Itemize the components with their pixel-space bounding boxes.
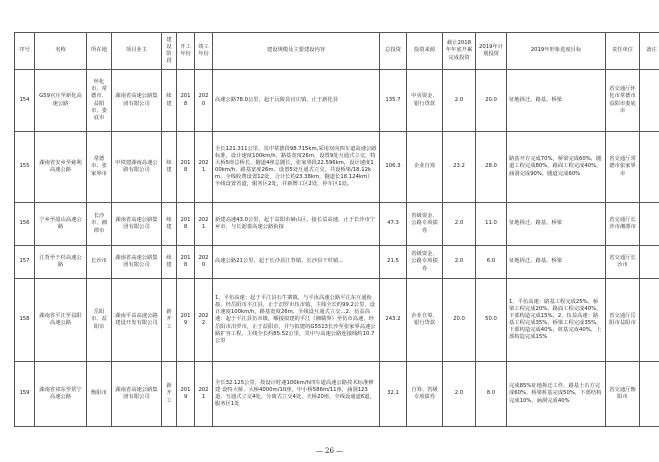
cell-responsible: 省交通厅长沙市湘潭市: [606, 203, 640, 246]
table-row: [15, 70, 659, 132]
cell-name: 宁乡至韶山高速公路: [35, 203, 87, 246]
cell-target-2019: 1、平伍高速：路基工程完成25%，桥梁工程完成20%，路面工程完成40%，下部构造完成15%。2、伍益高速：路基工程完成35%，桥梁工程完成35%，下部构造完成40%，桩基完成40%，上部构造完成15%: [507, 279, 606, 362]
cell-seq: 158: [15, 279, 35, 362]
table-row: [15, 246, 659, 279]
cell-stage: 续建: [162, 246, 177, 279]
cell-name: G59官庄至新化高速公路: [35, 70, 87, 132]
cell-source: 省级资金、公路专项债券: [407, 246, 443, 279]
header-done-2018: 截止2018年年底开累完成投资: [443, 33, 476, 70]
cell-target-2019: 路基开方完成70%，桥梁完成60%，隧道工程完成80%，路面工程完成40%，涵洞完成90%，隧道完成60%: [507, 132, 606, 203]
cell-stage: 续建: [162, 132, 177, 203]
header-end-year: 竣工年份: [195, 33, 213, 70]
cell-responsible: 省交通厅岳阳市益阳市: [606, 279, 640, 362]
cell-target-2019: 征地拆迁、路基、桥梁: [507, 203, 606, 246]
header-note: 备注: [640, 33, 659, 70]
header-target-2019: 2019年形象进度目标: [507, 33, 606, 70]
cell-plan-2019: 28.0: [476, 132, 507, 203]
cell-stage: 续建: [162, 70, 177, 132]
cell-source: 自筹、省级专项债券: [407, 362, 443, 427]
cell-responsible: 省交通厅衡阳市: [606, 362, 640, 427]
cell-total: 243.2: [380, 279, 407, 362]
cell-end: 2021: [195, 203, 213, 246]
header-stage: 建设阶段: [162, 33, 177, 70]
cell-responsible: 省交通厅长沙市: [606, 246, 640, 279]
cell-responsible: 省交通厅怀化市常德市益阳市娄底市: [606, 70, 640, 132]
table-row: [15, 132, 659, 203]
cell-total: 135.7: [380, 70, 407, 132]
cell-owner: 湖南平益高速公路建设开发有限公司: [112, 279, 162, 362]
cell-total: 47.3: [380, 203, 407, 246]
header-location: 所在地: [87, 33, 112, 70]
cell-start: 2018: [177, 203, 195, 246]
cell-name: 江背至干杉高速公路: [35, 246, 87, 279]
cell-owner: 湖南省高速公路集团有限公司: [112, 246, 162, 279]
header-total-investment: 总投资: [380, 33, 407, 70]
cell-owner: 中铁建湖南高速公路有限公司: [112, 132, 162, 203]
header-owner: 项目业主: [112, 33, 162, 70]
cell-plan-2019: 6.0: [476, 246, 507, 279]
cell-done-2018: 2.0: [443, 203, 476, 246]
cell-done-2018: 2.0: [443, 362, 476, 427]
header-scope: 建设规模及主要建设内容: [213, 33, 380, 70]
cell-scope: 高速公路78.0公里，起于沅陵县官庄镇，止于新化县: [213, 70, 380, 132]
cell-name: 湖南省祁东至常宁高速公路: [35, 362, 87, 427]
cell-plan-2019: 50.0: [476, 279, 507, 362]
cell-seq: 157: [15, 246, 35, 279]
cell-plan-2019: 20.0: [476, 70, 507, 132]
cell-stage: 续建: [162, 203, 177, 246]
cell-seq: 156: [15, 203, 35, 246]
cell-done-2018: 2.0: [443, 70, 476, 132]
cell-done-2018: 20.0: [443, 279, 476, 362]
cell-owner: 湖南省高速公路集团有限公司: [112, 70, 162, 132]
cell-note: [640, 279, 659, 362]
table-row: [15, 362, 659, 427]
cell-seq: 159: [15, 362, 35, 427]
cell-source: 省级资金、公路专项债券: [407, 203, 443, 246]
cell-name: 湖南省安乡至慈利高速公路: [35, 132, 87, 203]
cell-end: 2021: [195, 362, 213, 427]
page-number: — 26 —: [315, 447, 344, 455]
cell-scope: 新建高速43.0公里，起于益阳市赫山区，接长益高速，止于长沙市宁乡市，与长韶娄高速公路衔接: [213, 203, 380, 246]
header-plan-2019: 2019年计划投资: [476, 33, 507, 70]
cell-total: 32.1: [380, 362, 407, 427]
cell-scope: 高速公路21公里，起于长沙县江背镇，长沙县干杉镇...: [213, 246, 380, 279]
cell-plan-2019: 11.0: [476, 203, 507, 246]
table-row: [15, 279, 659, 362]
cell-note: [640, 132, 659, 203]
cell-name: 湖南省平江至益阳高速公路: [35, 279, 87, 362]
cell-target-2019: 征地拆迁、路基、桥梁: [507, 246, 606, 279]
cell-start: 2018: [177, 132, 195, 203]
header-name: 名称: [35, 33, 87, 70]
cell-responsible: 省交通厅常德市张家界市: [606, 132, 640, 203]
cell-location: 怀化市、常德市、益阳市、娄底市: [87, 70, 112, 132]
cell-total: 21.5: [380, 246, 407, 279]
cell-source: 企业自筹、银行贷款: [407, 279, 443, 362]
table-header-row: [15, 33, 659, 70]
cell-seq: 155: [15, 132, 35, 203]
cell-start: 2019: [177, 279, 195, 362]
cell-owner: 湖南省高速公路集团有限公司: [112, 203, 162, 246]
cell-plan-2019: 8.0: [476, 362, 507, 427]
cell-note: [640, 362, 659, 427]
cell-scope: 1、平伍高速：起于平江县石牛寨镇，与平汝高速公路平江东互通衔接，经岳阳市平江县，止于汨罗市伍市镇，主线全长约99.2公里，设计速度100km/h，路基宽度26m，全线设互通式立交...2、伍益高速：起于平江县伍市镇，顺接拟建的平江（湘赣界）至伍市高速，经岳阳市汨罗市，止于益阳市，并与拟建的G5513长沙至张家界高速公路扩容工程，主线全长约85.52公里，其中与高速公路连接线约10.7公里: [213, 279, 380, 362]
cell-source: 中央资金、银行贷款: [407, 70, 443, 132]
cell-scope: 全长121.311公里，其中常德段98.715km,采用双向四车道高速公路标准，设计速度100km/h，路基宽度26m，设置9处互通式立交，特大桥5座总桥长，隧道4座总隧长，张家界段22.596km，设计速度100km/h，路基宽度26m，设置5处互通式立交，共设桥梁/18.12km，全线收费设置12处，合计长约23.38km，隧道长18.124km）全线设置省道，服务区2处，并新增工区2处，停车区1处。: [213, 132, 380, 203]
header-source: 投资来源: [407, 33, 443, 70]
cell-location: 长沙市: [87, 246, 112, 279]
project-table: [14, 32, 659, 427]
cell-seq: 154: [15, 70, 35, 132]
cell-location: 岳阳市、益阳市: [87, 279, 112, 362]
cell-note: [640, 70, 659, 132]
cell-end: 2022: [195, 279, 213, 362]
header-start-year: 开工年份: [177, 33, 195, 70]
cell-start: 2019: [177, 362, 195, 427]
cell-location: 长沙市、湘潭市: [87, 203, 112, 246]
cell-done-2018: 23.2: [443, 132, 476, 203]
cell-end: 2020: [195, 70, 213, 132]
cell-note: [640, 246, 659, 279]
cell-location: 衡阳市: [87, 362, 112, 427]
cell-total: 106.3: [380, 132, 407, 203]
header-responsible: 责任单位: [606, 33, 640, 70]
cell-done-2018: 2.0: [443, 246, 476, 279]
cell-note: [640, 203, 659, 246]
cell-end: 2020: [195, 246, 213, 279]
table-row: [15, 203, 659, 246]
cell-target-2019: 完成85%征地拆迁工作，路基土石方完成60%，桥梁桩基完成50%，下部结构完成10%，涵洞完成40%: [507, 362, 606, 427]
cell-end: 2021: [195, 132, 213, 203]
header-seq: 序号: [15, 33, 35, 70]
cell-stage: 新开工: [162, 279, 177, 362]
cell-source: 企业自筹: [407, 132, 443, 203]
cell-target-2019: 征地拆迁、路基、桥梁: [507, 70, 606, 132]
cell-start: 2018: [177, 246, 195, 279]
cell-location: 常德市、张家界市: [87, 132, 112, 203]
cell-owner: 湖南省高速公路集团有限公司: [112, 362, 162, 427]
cell-start: 2018: [177, 70, 195, 132]
cell-scope: 全长32.125公里，按设计时速100km/h四车道高速公路技术标准修建 设特大桥、大桥4000m/10座，中小桥586m/11座，涵洞123道，互通式立交4处，分离式立交4处，天桥20座，全线设通道6道，服务区1处: [213, 362, 380, 427]
cell-stage: 新开工: [162, 362, 177, 427]
